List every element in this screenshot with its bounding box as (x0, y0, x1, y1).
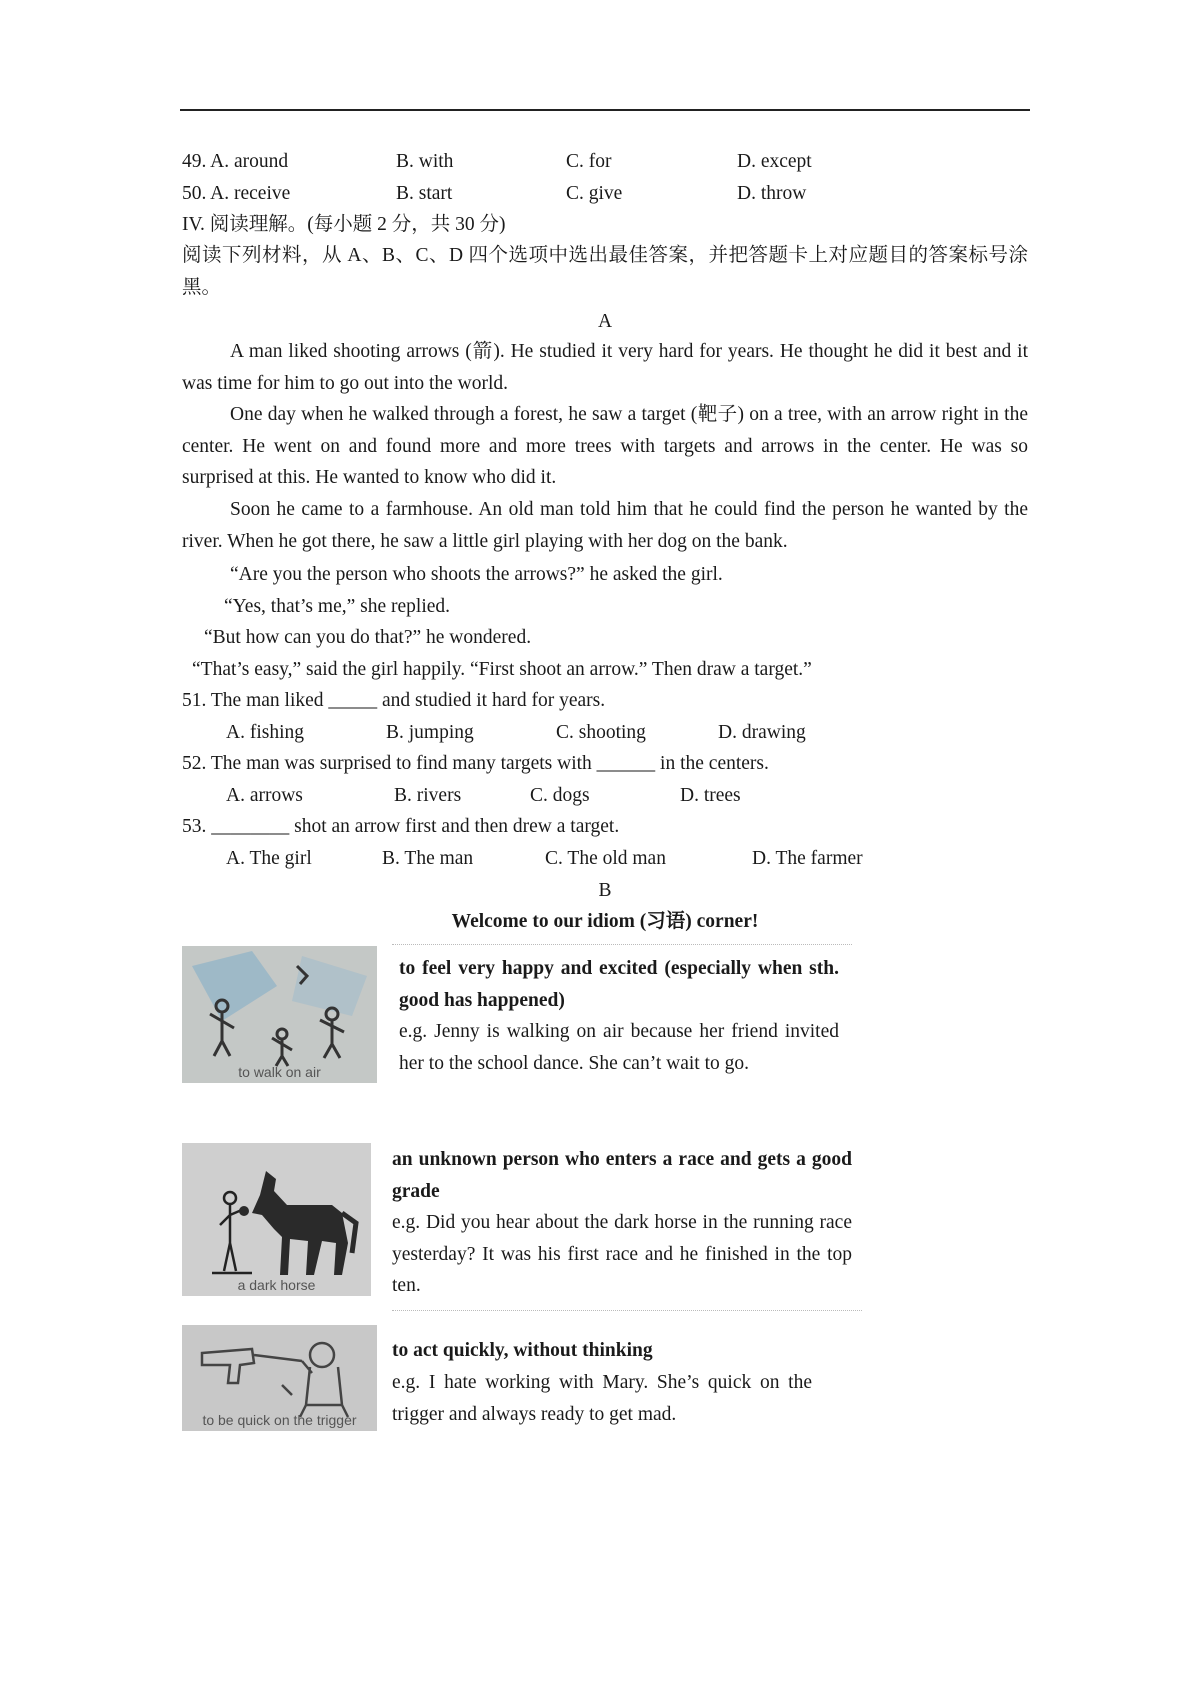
q53-option-b: B. The man (382, 848, 474, 869)
dotted-divider (392, 1310, 862, 1311)
q52-option-c: C. dogs (530, 785, 590, 806)
q51-option-d: D. drawing (718, 722, 806, 743)
q51-option-b: B. jumping (386, 722, 474, 743)
q50-option-a: 50. A. receive (182, 183, 291, 204)
q52-option-a: A. arrows (226, 785, 303, 806)
idiom-corner-title: Welcome to our idiom (习语) corner! (451, 911, 759, 932)
idiom-1-meaning: to feel very happy and excited (especially when sth. good has happened) (399, 958, 839, 1011)
dialogue-line-2: “Yes, that’s me,” she replied. (224, 596, 451, 617)
idiom-image-quick-on-trigger (182, 1325, 377, 1431)
q50-option-b: B. start (396, 183, 453, 204)
dialogue-line-3: “But how can you do that?” he wondered. (204, 627, 532, 648)
q53-option-a: A. The girl (226, 848, 312, 869)
idiom-image-dark-horse (182, 1143, 371, 1296)
instructions: 阅读下列材料，从 A、B、C、D 四个选项中选出最佳答案，并把答题卡上对应题目的答案标号涂黑。 (182, 245, 1028, 298)
idiom-3-example: e.g. I hate working with Mary. She’s quick on the trigger and always ready to get mad. (392, 1372, 812, 1425)
idiom-2-example: e.g. Did you hear about the dark horse in the running race yesterday? It was his first race and he finished in the top ten. (392, 1212, 852, 1297)
passage-a-paragraph-3: Soon he came to a farmhouse. An old man told him that he could find the person he wanted by the river. When he got there, he saw a little girl playing with her dog on the bank. (182, 499, 1028, 552)
image-caption: to walk on air (238, 1064, 321, 1080)
image-caption: to be quick on the trigger (202, 1412, 357, 1428)
passage-a-label: A (597, 311, 613, 332)
q49-option-c: C. for (566, 151, 612, 172)
q51-option-c: C. shooting (556, 722, 646, 743)
q51-option-a: A. fishing (226, 722, 304, 743)
passage-a-paragraph-1: A man liked shooting arrows (箭). He studied it very hard for years. He thought he did it best and it was time for him to go out into the world. (182, 341, 1028, 394)
section-heading: IV. 阅读理解。(每小题 2 分，共 30 分) (182, 214, 506, 235)
header-rule (180, 109, 1030, 111)
idiom-1-example: e.g. Jenny is walking on air because her friend invited her to the school dance. She can’t wait to go. (399, 1021, 839, 1074)
q49-option-d: D. except (737, 151, 812, 172)
idiom-2-meaning: an unknown person who enters a race and gets a good grade (392, 1149, 852, 1202)
q53-stem: 53. ________ shot an arrow first and then drew a target. (182, 816, 620, 837)
idiom-3-meaning: to act quickly, without thinking (392, 1340, 653, 1361)
q51-stem: 51. The man liked _____ and studied it hard for years. (182, 690, 606, 711)
image-caption: a dark horse (237, 1277, 316, 1293)
q52-option-d: D. trees (680, 785, 741, 806)
dialogue-line-1: “Are you the person who shoots the arrows?” he asked the girl. (230, 564, 723, 585)
q52-option-b: B. rivers (394, 785, 462, 806)
q50-option-d: D. throw (737, 183, 807, 204)
q49-option-a: 49. A. around (182, 151, 289, 172)
q52-stem: 52. The man was surprised to find many targets with ______ in the centers. (182, 753, 769, 774)
idiom-image-walk-on-air (182, 946, 377, 1083)
q53-option-c: C. The old man (545, 848, 666, 869)
q49-option-b: B. with (396, 151, 454, 172)
passage-a-paragraph-2: One day when he walked through a forest, he saw a target (靶子) on a tree, with an arrow right in the center. He went on and found more and more trees with targets and arrows in the center. He was so surprised at this. He wanted to know who did it. (182, 404, 1028, 489)
q53-option-d: D. The farmer (752, 848, 863, 869)
passage-b-label: B (598, 880, 612, 901)
q50-option-c: C. give (566, 183, 623, 204)
dialogue-line-4: “That’s easy,” said the girl happily. “First shoot an arrow.” Then draw a target.” (192, 659, 812, 680)
dotted-divider (392, 944, 852, 945)
